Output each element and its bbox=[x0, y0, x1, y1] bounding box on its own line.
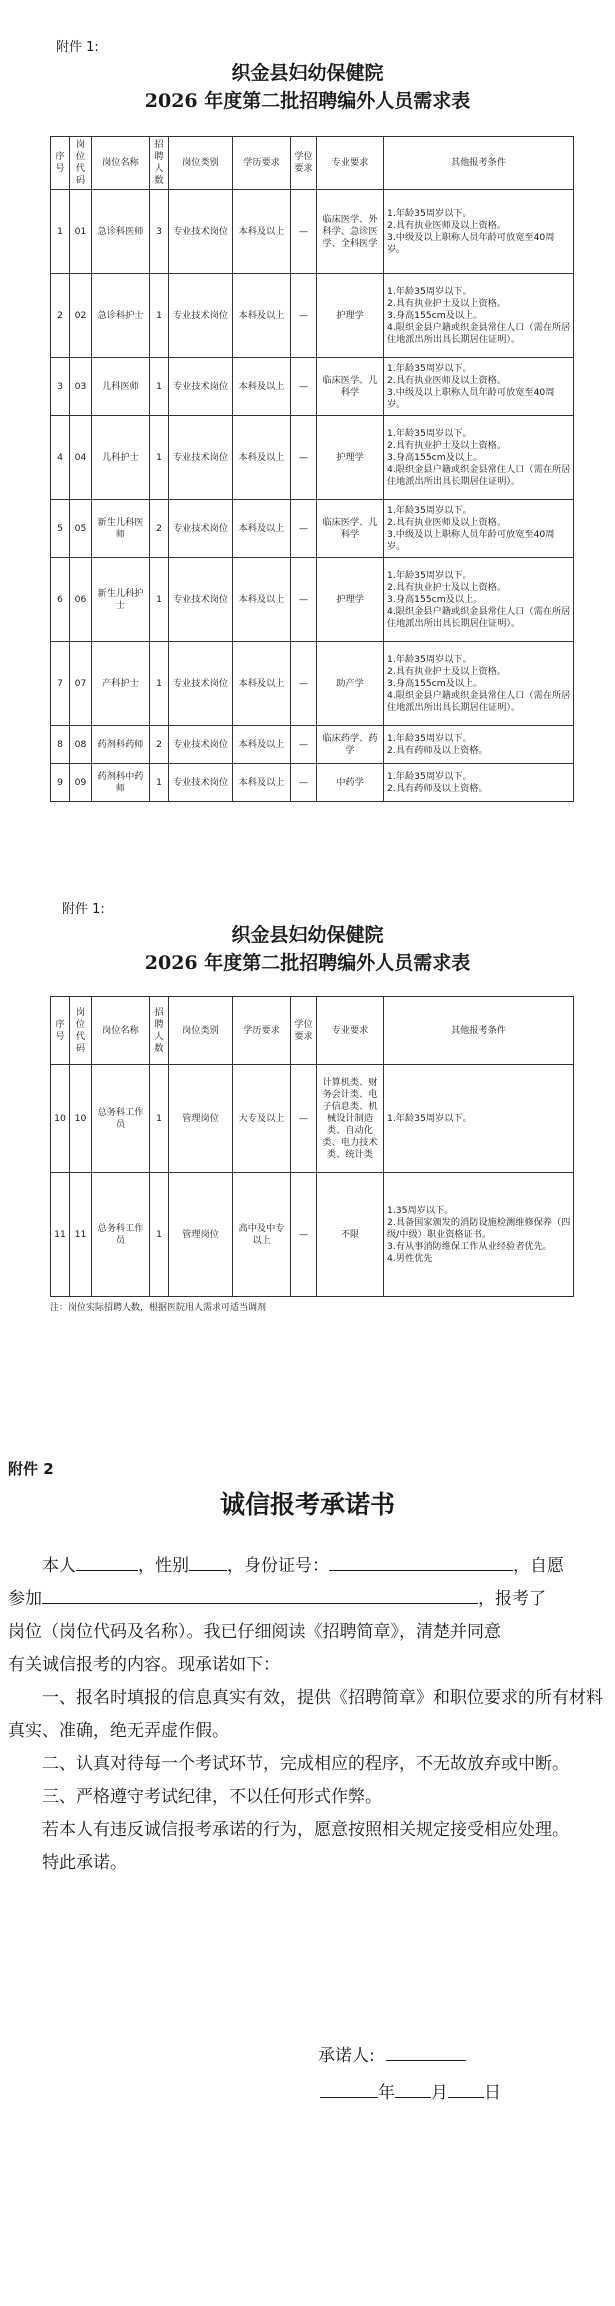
cell-education: 本科及以上 bbox=[233, 274, 291, 358]
table-note: 注：岗位实际招聘人数，根据医院用人需求可适当调剂 bbox=[50, 1303, 267, 1313]
cell-name: 新生儿科医师 bbox=[92, 500, 150, 558]
cell-no: 5 bbox=[51, 500, 70, 558]
table-header-row bbox=[51, 997, 574, 1065]
cell-category: 专业技术岗位 bbox=[169, 642, 233, 726]
header-other: 其他报考条件 bbox=[384, 997, 574, 1065]
signer-label: 承诺人: bbox=[318, 2046, 375, 2066]
cell-major: 中药学 bbox=[317, 764, 384, 802]
cell-education: 本科及以上 bbox=[233, 726, 291, 764]
year-blank[interactable] bbox=[320, 2080, 378, 2098]
cell-no: 4 bbox=[51, 416, 70, 500]
cell-no: 1 bbox=[51, 190, 70, 274]
pledge-line-3: 岗位（岗位代码及名称）。我已仔细阅读《招聘简章》，清楚并同意 bbox=[8, 1622, 501, 1642]
cell-education: 本科及以上 bbox=[233, 764, 291, 802]
pledge-item-2: 二、认真对待每一个考试环节，完成相应的程序，不无故放弃或中断。 bbox=[42, 1754, 569, 1774]
cell-education: 本科及以上 bbox=[233, 642, 291, 726]
cell-code: 04 bbox=[70, 416, 92, 500]
cell-count: 1 bbox=[150, 764, 169, 802]
cell-other: 1.年龄35周岁以下。 2.具有执业护士及以上资格。 3.身高155cm及以上。 4.限织金县户籍或织金县常住人口（需在所居住地派出所出具长期居住证明）。 bbox=[384, 642, 574, 726]
cell-count: 1 bbox=[150, 642, 169, 726]
header-education: 学历要求 bbox=[233, 137, 291, 190]
month-blank[interactable] bbox=[395, 2080, 431, 2098]
cell-count: 1 bbox=[150, 274, 169, 358]
cell-name: 儿科医师 bbox=[92, 358, 150, 416]
pledge-text: ，自愿 bbox=[513, 1556, 564, 1576]
table-row bbox=[51, 416, 574, 500]
cell-count: 2 bbox=[150, 726, 169, 764]
date-line bbox=[320, 2078, 501, 2103]
cell-name: 药剂科药师 bbox=[92, 726, 150, 764]
org-title-2: 织金县妇幼保健院 bbox=[231, 924, 384, 946]
attachment-label-2: 附件 1: bbox=[62, 902, 105, 917]
cell-count: 1 bbox=[150, 1065, 169, 1173]
pledge-line-4: 有关诚信报考的内容。现承诺如下： bbox=[8, 1655, 280, 1675]
cell-other: 1.年龄35周岁以下。 2.具有执业医师及以上资格。 3.中级及以上职称人员年龄可放宽至40周岁。 bbox=[384, 190, 574, 274]
cell-degree: — bbox=[291, 358, 317, 416]
cell-education: 高中及中专以上 bbox=[233, 1173, 291, 1297]
cell-code: 11 bbox=[70, 1173, 92, 1297]
attachment-label-1: 附件 1: bbox=[56, 40, 99, 55]
cell-category: 专业技术岗位 bbox=[169, 358, 233, 416]
cell-category: 管理岗位 bbox=[169, 1065, 233, 1173]
header-major: 专业要求 bbox=[317, 997, 384, 1065]
cell-name: 药剂科中药师 bbox=[92, 764, 150, 802]
pledge-text: ，报考了 bbox=[478, 1589, 546, 1609]
cell-major: 护理学 bbox=[317, 558, 384, 642]
cell-degree: — bbox=[291, 1065, 317, 1173]
pledge-body bbox=[8, 1550, 608, 1880]
exam-name-blank[interactable] bbox=[42, 1586, 478, 1604]
cell-major: 临床医学、儿科学 bbox=[317, 358, 384, 416]
cell-count: 3 bbox=[150, 190, 169, 274]
pledge-item-3: 三、严格遵守考试纪律，不以任何形式作弊。 bbox=[42, 1787, 382, 1807]
cell-major: 助产学 bbox=[317, 642, 384, 726]
table-row bbox=[51, 726, 574, 764]
requirements-table-2 bbox=[50, 996, 574, 1297]
cell-no: 9 bbox=[51, 764, 70, 802]
header-no: 序号 bbox=[51, 137, 70, 190]
cell-code: 09 bbox=[70, 764, 92, 802]
cell-name: 急诊科医师 bbox=[92, 190, 150, 274]
pledge-item-4: 若本人有违反诚信报考承诺的行为，愿意按照相关规定接受相应处理。 bbox=[42, 1820, 569, 1840]
cell-major: 计算机类、财务会计类、电子信息类、机械设计制造类、自动化类、电力技术类、统计类 bbox=[317, 1065, 384, 1173]
cell-category: 专业技术岗位 bbox=[169, 558, 233, 642]
name-blank[interactable] bbox=[76, 1553, 138, 1571]
cell-other: 1.年龄35周岁以下。 2.具有执业护士及以上资格。 3.身高155cm及以上。 4.限织金县户籍或织金县常住人口（需在所居住地派出所出具长期居住证明）。 bbox=[384, 558, 574, 642]
table-row bbox=[51, 1065, 574, 1173]
cell-name: 新生儿科护士 bbox=[92, 558, 150, 642]
header-other: 其他报考条件 bbox=[384, 137, 574, 190]
pledge-text: ，身份证号： bbox=[227, 1556, 329, 1576]
table-row bbox=[51, 274, 574, 358]
cell-name: 产科护士 bbox=[92, 642, 150, 726]
cell-major: 临床药学、药学 bbox=[317, 726, 384, 764]
cell-degree: — bbox=[291, 274, 317, 358]
requirements-table-1 bbox=[50, 136, 574, 802]
cell-major: 不限 bbox=[317, 1173, 384, 1297]
cell-degree: — bbox=[291, 1173, 317, 1297]
cell-category: 专业技术岗位 bbox=[169, 726, 233, 764]
signature-line bbox=[318, 2041, 466, 2066]
pledge-text: 本人 bbox=[42, 1556, 76, 1576]
cell-other: 1.年龄35周岁以下。 2.具有执业护士及以上资格。 3.身高155cm及以上。 4.限织金县户籍或织金县常住人口（需在所居住地派出所出具长期居住证明）。 bbox=[384, 416, 574, 500]
cell-category: 专业技术岗位 bbox=[169, 274, 233, 358]
cell-education: 本科及以上 bbox=[233, 358, 291, 416]
header-category: 岗位类别 bbox=[169, 137, 233, 190]
cell-major: 临床医学、儿科学 bbox=[317, 500, 384, 558]
cell-education: 本科及以上 bbox=[233, 190, 291, 274]
cell-other: 1.年龄35周岁以下。 2.具有执业护士及以上资格。 3.身高155cm及以上。 4.限织金县户籍或织金县常住人口（需在所居住地派出所出具长期居住证明）。 bbox=[384, 274, 574, 358]
table-row bbox=[51, 764, 574, 802]
cell-degree: — bbox=[291, 416, 317, 500]
cell-other: 1.年龄35周岁以下。 2.具有执业医师及以上资格。 3.中级及以上职称人员年龄可放宽至40周岁。 bbox=[384, 500, 574, 558]
pledge-line-2 bbox=[8, 1583, 608, 1616]
org-title-1: 织金县妇幼保健院 bbox=[231, 62, 384, 84]
table-header-row bbox=[51, 137, 574, 190]
cell-major: 护理学 bbox=[317, 416, 384, 500]
cell-category: 专业技术岗位 bbox=[169, 416, 233, 500]
pledge-title: 诚信报考承诺书 bbox=[219, 1490, 395, 1519]
cell-name: 儿科护士 bbox=[92, 416, 150, 500]
cell-category: 专业技术岗位 bbox=[169, 500, 233, 558]
cell-code: 03 bbox=[70, 358, 92, 416]
cell-code: 07 bbox=[70, 642, 92, 726]
year-label: 年 bbox=[378, 2083, 395, 2103]
header-code: 岗位代码 bbox=[70, 137, 92, 190]
table-row bbox=[51, 642, 574, 726]
cell-code: 05 bbox=[70, 500, 92, 558]
cell-major: 护理学 bbox=[317, 274, 384, 358]
table-row bbox=[51, 190, 574, 274]
cell-degree: — bbox=[291, 642, 317, 726]
cell-education: 大专及以上 bbox=[233, 1065, 291, 1173]
cell-degree: — bbox=[291, 500, 317, 558]
cell-other: 1.年龄35周岁以下。 2.具有药师及以上资格。 bbox=[384, 764, 574, 802]
month-label: 月 bbox=[431, 2083, 448, 2103]
cell-name: 急诊科护士 bbox=[92, 274, 150, 358]
cell-no: 2 bbox=[51, 274, 70, 358]
pledge-line-1 bbox=[8, 1550, 608, 1583]
header-count: 招聘人数 bbox=[150, 997, 169, 1065]
cell-other: 1.年龄35周岁以下。 2.具有药师及以上资格。 bbox=[384, 726, 574, 764]
table-row bbox=[51, 558, 574, 642]
cell-name: 总务科工作员 bbox=[92, 1065, 150, 1173]
cell-education: 本科及以上 bbox=[233, 416, 291, 500]
header-no: 序号 bbox=[51, 997, 70, 1065]
pledge-closing: 特此承诺。 bbox=[42, 1853, 127, 1873]
signer-blank[interactable] bbox=[386, 2043, 466, 2061]
cell-name: 总务科工作员 bbox=[92, 1173, 150, 1297]
table-row bbox=[51, 500, 574, 558]
pledge-item-1: 一、报名时填报的信息真实有效，提供《招聘简章》和职位要求的所有材料真实、准确，绝无弄虚作假。 bbox=[8, 1688, 603, 1741]
cell-education: 本科及以上 bbox=[233, 500, 291, 558]
header-name: 岗位名称 bbox=[92, 137, 150, 190]
gender-blank[interactable] bbox=[189, 1553, 227, 1571]
table-row bbox=[51, 358, 574, 416]
cell-code: 02 bbox=[70, 274, 92, 358]
cell-other: 1.年龄35周岁以下。 bbox=[384, 1065, 574, 1173]
pledge-text: ，性别 bbox=[138, 1556, 189, 1576]
header-name: 岗位名称 bbox=[92, 997, 150, 1065]
cell-code: 08 bbox=[70, 726, 92, 764]
header-education: 学历要求 bbox=[233, 997, 291, 1065]
attachment-label-3: 附件 2 bbox=[8, 1460, 54, 1478]
header-major: 专业要求 bbox=[317, 137, 384, 190]
cell-category: 专业技术岗位 bbox=[169, 190, 233, 274]
cell-degree: — bbox=[291, 190, 317, 274]
cell-no: 11 bbox=[51, 1173, 70, 1297]
cell-code: 10 bbox=[70, 1065, 92, 1173]
header-degree: 学位要求 bbox=[291, 137, 317, 190]
table-row bbox=[51, 1173, 574, 1297]
cell-count: 1 bbox=[150, 416, 169, 500]
cell-education: 本科及以上 bbox=[233, 558, 291, 642]
cell-no: 7 bbox=[51, 642, 70, 726]
day-label: 日 bbox=[484, 2083, 501, 2103]
header-code: 岗位代码 bbox=[70, 997, 92, 1065]
cell-count: 1 bbox=[150, 358, 169, 416]
cell-count: 2 bbox=[150, 500, 169, 558]
cell-count: 1 bbox=[150, 1173, 169, 1297]
cell-degree: — bbox=[291, 726, 317, 764]
cell-code: 06 bbox=[70, 558, 92, 642]
cell-no: 6 bbox=[51, 558, 70, 642]
pledge-text: 参加 bbox=[8, 1589, 42, 1609]
header-degree: 学位要求 bbox=[291, 997, 317, 1065]
header-count: 招聘人数 bbox=[150, 137, 169, 190]
table-title-1: 2026 年度第二批招聘编外人员需求表 bbox=[144, 90, 471, 112]
cell-code: 01 bbox=[70, 190, 92, 274]
cell-no: 3 bbox=[51, 358, 70, 416]
cell-other: 1.35周岁以下。 2.具备国家颁发的消防设施检测维修保养（四级/中级）职业资格证书。 3.有从事消防维保工作从业经验者优先。 4.男性优先 bbox=[384, 1173, 574, 1297]
id-number-blank[interactable] bbox=[329, 1553, 513, 1571]
cell-no: 10 bbox=[51, 1065, 70, 1173]
cell-other: 1.年龄35周岁以下。 2.具有执业医师及以上资格。 3.中级及以上职称人员年龄可放宽至40周岁。 bbox=[384, 358, 574, 416]
cell-count: 1 bbox=[150, 558, 169, 642]
table-title-2: 2026 年度第二批招聘编外人员需求表 bbox=[144, 952, 471, 974]
cell-category: 管理岗位 bbox=[169, 1173, 233, 1297]
cell-major: 临床医学、外科学、急诊医学、全科医学 bbox=[317, 190, 384, 274]
day-blank[interactable] bbox=[448, 2080, 484, 2098]
cell-category: 专业技术岗位 bbox=[169, 764, 233, 802]
cell-no: 8 bbox=[51, 726, 70, 764]
header-category: 岗位类别 bbox=[169, 997, 233, 1065]
cell-degree: — bbox=[291, 558, 317, 642]
cell-degree: — bbox=[291, 764, 317, 802]
